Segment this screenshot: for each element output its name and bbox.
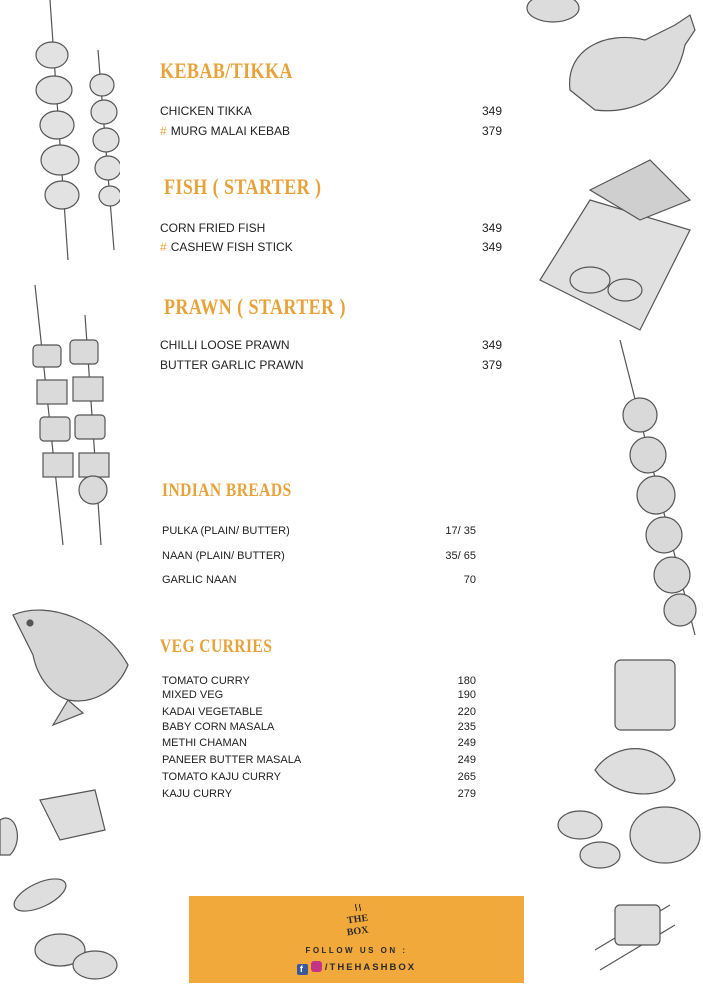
item-price: 379	[481, 358, 502, 372]
item-name: KADAI VEGETABLE	[162, 706, 263, 718]
item-name: CORN FRIED FISH	[160, 221, 266, 235]
meatball-skewer-illustration-right	[600, 340, 703, 640]
item-price: 349	[481, 240, 502, 254]
kebab-skewer-illustration-left	[10, 0, 120, 270]
item-name: MIXED VEG	[162, 689, 224, 701]
instagram-icon[interactable]	[311, 961, 322, 972]
the-box-logo	[340, 902, 376, 942]
item-name: PULKA (PLAIN/ BUTTER)	[162, 525, 290, 537]
footer-banner	[189, 896, 524, 983]
item-price: 265	[457, 771, 476, 783]
item-price: 17/ 35	[445, 525, 476, 537]
social-handle-row[interactable]	[189, 961, 524, 975]
item-name: CASHEW FISH STICK	[170, 240, 293, 254]
svg-text:BOX: BOX	[346, 924, 370, 939]
section-title-veg-curries: VEG CURRIES	[160, 636, 273, 657]
item-price: 70	[463, 574, 476, 586]
item-price: 220	[457, 706, 476, 718]
fish-illustration	[8, 595, 138, 730]
item-name: BUTTER GARLIC PRAWN	[160, 358, 304, 372]
item-price: 35/ 65	[445, 550, 476, 562]
item-price: 180	[457, 675, 476, 687]
item-name: TOMATO CURRY	[162, 675, 250, 687]
item-name: GARLIC NAAN	[162, 574, 237, 586]
social-handle[interactable]: /THEHASHBOX	[324, 962, 417, 973]
item-price: 249	[457, 754, 476, 766]
veg-skewer-illustration-left	[15, 285, 125, 550]
facebook-icon[interactable]: f	[297, 964, 308, 975]
item-name: KAJU CURRY	[162, 788, 233, 800]
item-price: 279	[457, 788, 476, 800]
section-title-fish-starter: FISH ( STARTER )	[164, 174, 322, 199]
platter-illustration	[530, 140, 703, 340]
section-title-kebab-tikka: KEBAB/TIKKA	[160, 58, 293, 83]
item-name: BABY CORN MASALA	[162, 721, 275, 733]
item-name: TOMATO KAJU CURRY	[162, 771, 281, 783]
item-name: NAAN (PLAIN/ BUTTER)	[162, 550, 285, 562]
item-name: PANEER BUTTER MASALA	[162, 754, 302, 766]
item-name: CHILLI LOOSE PRAWN	[160, 338, 290, 352]
item-price: 349	[481, 221, 502, 235]
item-price: 349	[481, 104, 502, 118]
item-price: 349	[481, 338, 502, 352]
item-price: 379	[481, 124, 502, 138]
item-price: 249	[457, 737, 476, 749]
chicken-wings-illustration-left	[0, 780, 130, 990]
svg-text:THE: THE	[346, 912, 369, 927]
follow-us-label: FOLLOW US ON :	[305, 946, 408, 955]
hash-marker: #	[160, 124, 167, 138]
item-price: 190	[457, 689, 476, 701]
chicken-leg-illustration	[525, 0, 703, 125]
item-name: METHI CHAMAN	[162, 737, 247, 749]
item-price: 235	[457, 721, 476, 733]
item-name: CHICKEN TIKKA	[160, 104, 252, 118]
section-title-prawn-starter: PRAWN ( STARTER )	[164, 294, 346, 319]
section-title-indian-breads: INDIAN BREADS	[162, 480, 292, 501]
item-name: MURG MALAI KEBAB	[170, 124, 291, 138]
hash-marker: #	[160, 240, 167, 254]
meat-cuts-illustration-right	[535, 650, 703, 990]
